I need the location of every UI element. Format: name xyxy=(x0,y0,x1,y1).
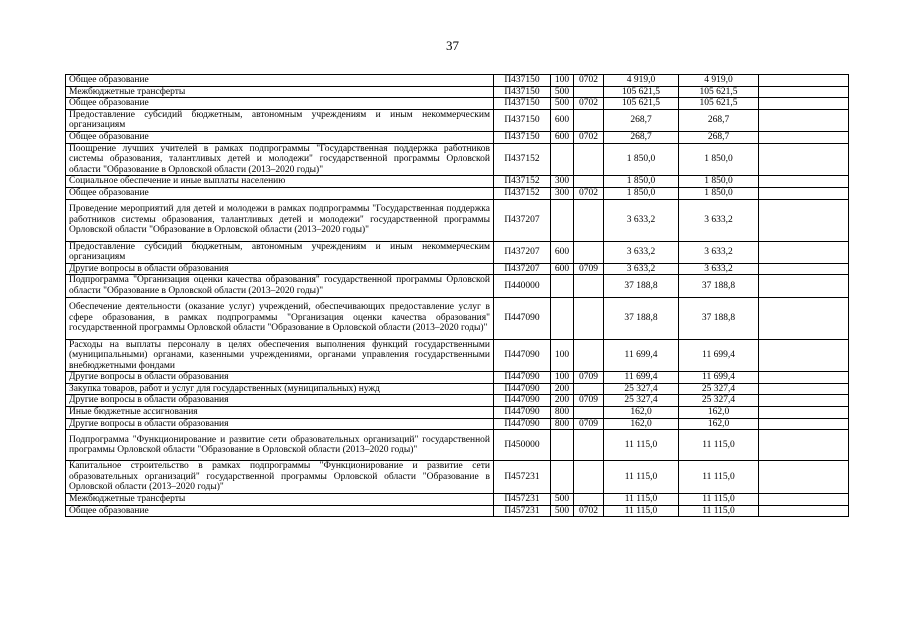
row-name: Другие вопросы в области образования xyxy=(66,372,494,384)
row-name: Капитальное строительство в рамках подпрограммы "Функционирование и развитие сети образовательных организаций" государственной программы Орловской области "Образование в Орловской области (2013–2020 годы)" xyxy=(66,461,494,494)
row-extra xyxy=(759,176,849,188)
row-code: П437207 xyxy=(494,241,551,263)
row-rz: 0709 xyxy=(574,395,604,407)
row-vr: 500 xyxy=(551,505,574,517)
row-rz: 0702 xyxy=(574,98,604,110)
table-row xyxy=(66,461,849,494)
row-vr xyxy=(551,297,574,339)
row-extra xyxy=(759,187,849,199)
row-vr: 300 xyxy=(551,187,574,199)
row-sum-1: 25 327,4 xyxy=(604,383,679,395)
row-vr: 200 xyxy=(551,383,574,395)
row-rz xyxy=(574,407,604,419)
row-code: П437150 xyxy=(494,131,551,143)
row-vr: 100 xyxy=(551,372,574,384)
table-row xyxy=(66,407,849,419)
row-rz xyxy=(574,461,604,494)
row-code: П437152 xyxy=(494,143,551,176)
row-name: Предоставление субсидий бюджетным, автономным учреждениям и иным некоммерческим организациям xyxy=(66,241,494,263)
row-sum-1: 11 115,0 xyxy=(604,461,679,494)
row-vr: 100 xyxy=(551,75,574,87)
row-rz xyxy=(574,143,604,176)
row-code: П447090 xyxy=(494,407,551,419)
table-row xyxy=(66,86,849,98)
row-extra xyxy=(759,407,849,419)
row-sum-2: 268,7 xyxy=(679,131,759,143)
row-extra xyxy=(759,383,849,395)
row-sum-2: 11 699,4 xyxy=(679,339,759,372)
row-code: П440000 xyxy=(494,275,551,297)
row-sum-2: 25 327,4 xyxy=(679,395,759,407)
row-sum-2: 1 850,0 xyxy=(679,143,759,176)
row-code: П437150 xyxy=(494,86,551,98)
row-extra xyxy=(759,418,849,430)
table-row xyxy=(66,176,849,188)
row-sum-2: 25 327,4 xyxy=(679,383,759,395)
row-name: Подпрограмма "Организация оценки качества образования" государственной программы Орловской области "Образование в Орловской области (2013–2020 годы)" xyxy=(66,275,494,297)
row-name: Проведение мероприятий для детей и молодежи в рамках подпрограммы "Государственная поддержка работников системы образования, талантливых детей и молодежи" государственной программы Орловской области "Образование в Орловской области (2013–2020 годы)" xyxy=(66,199,494,241)
row-extra xyxy=(759,461,849,494)
row-rz: 0702 xyxy=(574,131,604,143)
row-sum-1: 105 621,5 xyxy=(604,98,679,110)
row-sum-1: 3 633,2 xyxy=(604,263,679,275)
row-vr xyxy=(551,430,574,461)
row-sum-2: 11 115,0 xyxy=(679,505,759,517)
row-code: П437207 xyxy=(494,199,551,241)
row-sum-1: 1 850,0 xyxy=(604,176,679,188)
row-sum-2: 162,0 xyxy=(679,407,759,419)
row-extra xyxy=(759,131,849,143)
row-extra xyxy=(759,143,849,176)
row-sum-1: 105 621,5 xyxy=(604,86,679,98)
row-name: Общее образование xyxy=(66,505,494,517)
row-code: П447090 xyxy=(494,383,551,395)
row-sum-1: 25 327,4 xyxy=(604,395,679,407)
row-extra xyxy=(759,241,849,263)
row-sum-2: 1 850,0 xyxy=(679,176,759,188)
table-row xyxy=(66,263,849,275)
row-sum-1: 11 115,0 xyxy=(604,494,679,506)
row-sum-1: 37 188,8 xyxy=(604,275,679,297)
row-name: Межбюджетные трансферты xyxy=(66,494,494,506)
row-vr: 500 xyxy=(551,494,574,506)
row-name: Общее образование xyxy=(66,98,494,110)
row-extra xyxy=(759,372,849,384)
row-code: П447090 xyxy=(494,339,551,372)
table-row xyxy=(66,494,849,506)
row-name: Другие вопросы в области образования xyxy=(66,418,494,430)
row-name: Закупка товаров, работ и услуг для государственных (муниципальных) нужд xyxy=(66,383,494,395)
row-sum-2: 162,0 xyxy=(679,418,759,430)
row-extra xyxy=(759,75,849,87)
row-extra xyxy=(759,199,849,241)
row-code: П450000 xyxy=(494,430,551,461)
row-extra xyxy=(759,98,849,110)
row-name: Общее образование xyxy=(66,131,494,143)
row-sum-1: 11 115,0 xyxy=(604,505,679,517)
row-vr: 500 xyxy=(551,98,574,110)
budget-table xyxy=(65,74,849,517)
row-code: П457231 xyxy=(494,461,551,494)
row-name: Другие вопросы в области образования xyxy=(66,395,494,407)
table-row xyxy=(66,75,849,87)
table-row xyxy=(66,241,849,263)
row-code: П437207 xyxy=(494,263,551,275)
row-rz: 0709 xyxy=(574,263,604,275)
row-name: Иные бюджетные ассигнования xyxy=(66,407,494,419)
row-sum-2: 1 850,0 xyxy=(679,187,759,199)
row-sum-1: 11 699,4 xyxy=(604,339,679,372)
row-name: Другие вопросы в области образования xyxy=(66,263,494,275)
row-vr xyxy=(551,275,574,297)
row-sum-1: 11 699,4 xyxy=(604,372,679,384)
row-sum-2: 37 188,8 xyxy=(679,275,759,297)
row-sum-1: 268,7 xyxy=(604,131,679,143)
row-rz xyxy=(574,494,604,506)
row-sum-1: 37 188,8 xyxy=(604,297,679,339)
row-rz: 0709 xyxy=(574,372,604,384)
row-sum-1: 268,7 xyxy=(604,109,679,131)
table-row xyxy=(66,395,849,407)
row-rz: 0709 xyxy=(574,418,604,430)
table-row xyxy=(66,297,849,339)
row-vr: 500 xyxy=(551,86,574,98)
table-row xyxy=(66,131,849,143)
row-sum-1: 3 633,2 xyxy=(604,199,679,241)
row-sum-2: 268,7 xyxy=(679,109,759,131)
row-rz xyxy=(574,275,604,297)
row-rz: 0702 xyxy=(574,75,604,87)
row-sum-1: 11 115,0 xyxy=(604,430,679,461)
row-rz xyxy=(574,383,604,395)
row-vr: 100 xyxy=(551,339,574,372)
row-extra xyxy=(759,263,849,275)
row-sum-2: 3 633,2 xyxy=(679,263,759,275)
row-rz: 0702 xyxy=(574,505,604,517)
row-vr xyxy=(551,461,574,494)
row-code: П437152 xyxy=(494,176,551,188)
row-vr: 600 xyxy=(551,109,574,131)
row-extra xyxy=(759,86,849,98)
row-sum-2: 37 188,8 xyxy=(679,297,759,339)
row-vr: 600 xyxy=(551,263,574,275)
row-vr: 600 xyxy=(551,241,574,263)
table-row xyxy=(66,418,849,430)
row-vr xyxy=(551,199,574,241)
row-name: Расходы на выплаты персоналу в целях обеспечения выполнения функций государственными (муниципальными) органами, казенными учреждениями, органами управления государственными внебюджетными фондами xyxy=(66,339,494,372)
row-code: П437152 xyxy=(494,187,551,199)
table-row xyxy=(66,199,849,241)
row-vr: 800 xyxy=(551,418,574,430)
table-row xyxy=(66,430,849,461)
row-name: Межбюджетные трансферты xyxy=(66,86,494,98)
row-code: П447090 xyxy=(494,297,551,339)
row-sum-1: 1 850,0 xyxy=(604,143,679,176)
row-name: Общее образование xyxy=(66,187,494,199)
row-extra xyxy=(759,275,849,297)
table-row xyxy=(66,383,849,395)
row-code: П447090 xyxy=(494,418,551,430)
row-rz xyxy=(574,297,604,339)
table-row xyxy=(66,275,849,297)
row-vr: 800 xyxy=(551,407,574,419)
row-name: Подпрограмма "Функционирование и развитие сети образовательных организаций" государственной программы Орловской области "Образование в Орловской области (2013–2020 годы)" xyxy=(66,430,494,461)
table-row xyxy=(66,505,849,517)
row-sum-1: 1 850,0 xyxy=(604,187,679,199)
row-rz xyxy=(574,339,604,372)
row-name: Общее образование xyxy=(66,75,494,87)
row-rz: 0702 xyxy=(574,187,604,199)
row-rz xyxy=(574,176,604,188)
row-extra xyxy=(759,430,849,461)
row-code: П437150 xyxy=(494,98,551,110)
row-name: Социальное обеспечение и иные выплаты населению xyxy=(66,176,494,188)
table-row xyxy=(66,98,849,110)
row-vr: 300 xyxy=(551,176,574,188)
row-extra xyxy=(759,109,849,131)
row-extra xyxy=(759,297,849,339)
table-row xyxy=(66,109,849,131)
table-row xyxy=(66,339,849,372)
row-vr xyxy=(551,143,574,176)
row-name: Обеспечение деятельности (оказание услуг) учреждений, обеспечивающих предоставление услуг в сфере образования, в рамках подпрограммы "Организация оценки качества образования" государственной программы Орловской области "Образование в Орловской области (2013–2020 годы)" xyxy=(66,297,494,339)
row-sum-1: 162,0 xyxy=(604,418,679,430)
row-extra xyxy=(759,339,849,372)
row-sum-1: 4 919,0 xyxy=(604,75,679,87)
row-rz xyxy=(574,86,604,98)
row-code: П437150 xyxy=(494,109,551,131)
row-code: П457231 xyxy=(494,505,551,517)
row-extra xyxy=(759,494,849,506)
row-code: П457231 xyxy=(494,494,551,506)
row-sum-2: 4 919,0 xyxy=(679,75,759,87)
row-name: Поощрение лучших учителей в рамках подпрограммы "Государственная поддержка работников системы образования, талантливых детей и молодежи" государственной программы Орловской области "Образование в Орловской области (2013–2020 годы)" xyxy=(66,143,494,176)
row-vr: 200 xyxy=(551,395,574,407)
row-code: П447090 xyxy=(494,372,551,384)
page-number: 37 xyxy=(446,38,459,53)
row-sum-2: 11 115,0 xyxy=(679,461,759,494)
row-sum-2: 11 115,0 xyxy=(679,494,759,506)
row-code: П447090 xyxy=(494,395,551,407)
row-rz xyxy=(574,199,604,241)
table-row xyxy=(66,372,849,384)
table-row xyxy=(66,143,849,176)
table-row xyxy=(66,187,849,199)
row-extra xyxy=(759,395,849,407)
row-sum-2: 105 621,5 xyxy=(679,86,759,98)
row-sum-2: 11 699,4 xyxy=(679,372,759,384)
row-sum-1: 3 633,2 xyxy=(604,241,679,263)
budget-table-body xyxy=(66,75,849,517)
row-sum-1: 162,0 xyxy=(604,407,679,419)
row-sum-2: 11 115,0 xyxy=(679,430,759,461)
row-name: Предоставление субсидий бюджетным, автономным учреждениям и иным некоммерческим организациям xyxy=(66,109,494,131)
row-vr: 600 xyxy=(551,131,574,143)
row-sum-2: 105 621,5 xyxy=(679,98,759,110)
row-sum-2: 3 633,2 xyxy=(679,241,759,263)
row-extra xyxy=(759,505,849,517)
row-rz xyxy=(574,241,604,263)
row-rz xyxy=(574,109,604,131)
row-rz xyxy=(574,430,604,461)
row-code: П437150 xyxy=(494,75,551,87)
row-sum-2: 3 633,2 xyxy=(679,199,759,241)
